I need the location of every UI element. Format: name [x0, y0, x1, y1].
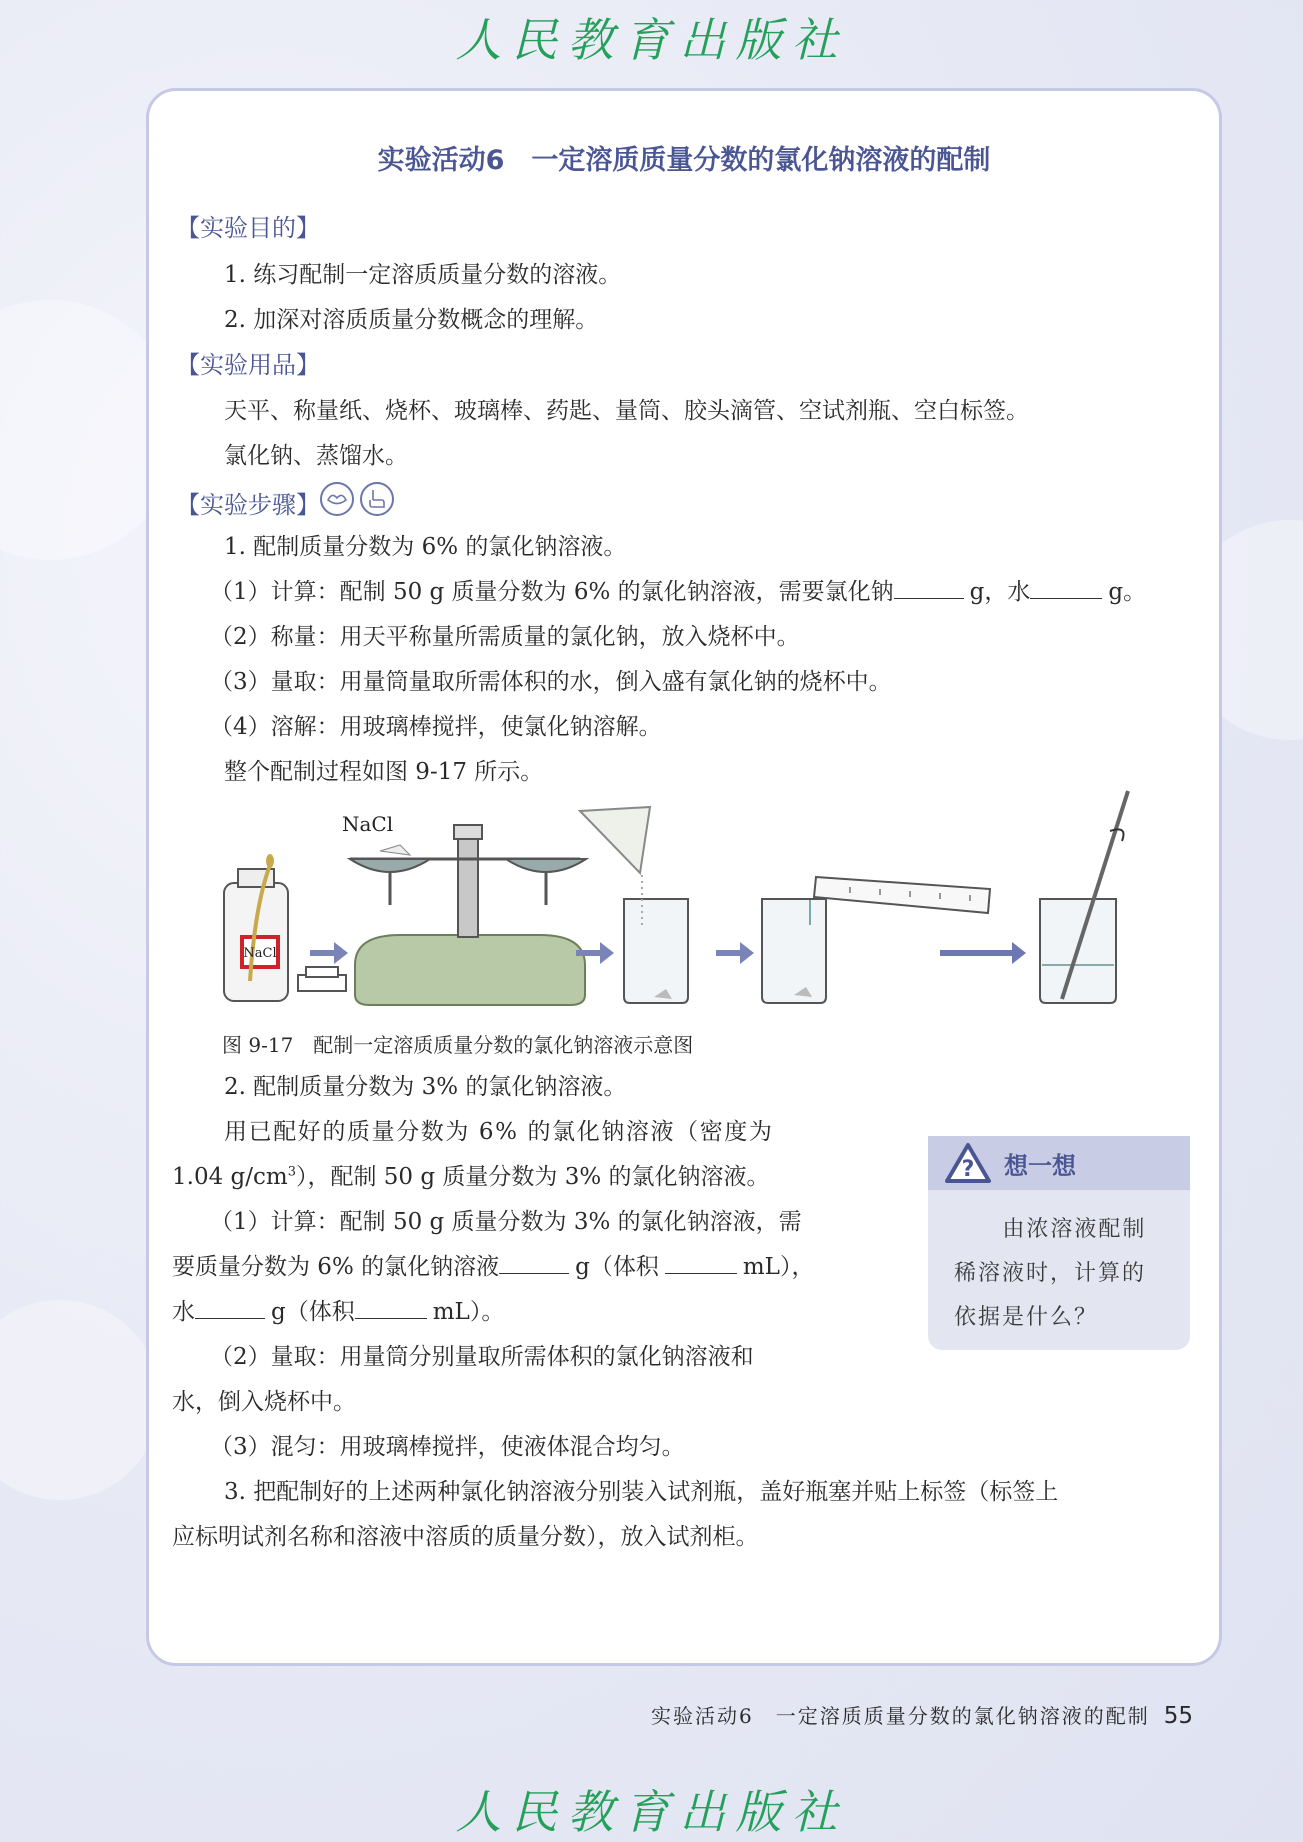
think-line-1: 由浓溶液配制: [1002, 1217, 1147, 1242]
materials-line-1: 天平、称量纸、烧杯、玻璃棒、药匙、量筒、胶头滴管、空试剂瓶、空白标签。: [224, 398, 1029, 424]
calc-text-a: （1）计算：配制 50 g 质量分数为 6% 的氯化钠溶液，需要氯化钠: [210, 579, 894, 605]
calc2-text-b: g（体积: [575, 1254, 659, 1280]
part2-heading: 2. 配制质量分数为 3% 的氯化钠溶液。: [224, 1074, 627, 1100]
part2-intro-2: [172, 1158, 770, 1191]
part3-line-1: 3. 把配制好的上述两种氯化钠溶液分别装入试剂瓶，盖好瓶塞并贴上标签（标签上: [224, 1479, 1059, 1505]
part1-step-calc: [210, 573, 1146, 606]
section-purpose: 【实验目的】: [176, 214, 320, 242]
calc2-text-c: mL），: [742, 1254, 815, 1280]
section-materials: 【实验用品】: [176, 351, 320, 379]
calc-text-b: g，水: [969, 579, 1031, 605]
footer-title: 实验活动6 一定溶质质量分数的氯化钠溶液的配制: [650, 1704, 1150, 1728]
think-header: [928, 1136, 1190, 1190]
think-body: [928, 1190, 1190, 1340]
materials-line-2: 氯化钠、蒸馏水。: [224, 443, 408, 469]
density-value: 1.04 g/cm: [172, 1164, 288, 1190]
calc2-text-a: 要质量分数为 6% 的氯化钠溶液: [172, 1254, 500, 1280]
answer-blank-water-mass[interactable]: [195, 1295, 265, 1319]
beaker-with-paper: [580, 807, 688, 1003]
publisher-logo-top: 人民教育出版社: [455, 13, 848, 67]
part1-step-weigh: （2）称量：用天平称量所需质量的氯化钠，放入烧杯中。: [210, 624, 800, 650]
figure-9-17-illustration: [210, 785, 1150, 1015]
hands-on-icon: [320, 482, 354, 516]
reagent-bottle: [224, 854, 288, 1001]
svg-text:?: ?: [961, 1157, 975, 1182]
think-sidebar: [928, 1136, 1190, 1350]
page-number: 55: [1163, 1703, 1193, 1729]
answer-blank-water[interactable]: [1030, 575, 1102, 599]
think-line-2: 稀溶液时，计算的: [954, 1261, 1147, 1286]
think-line-3: 依据是什么？: [954, 1305, 1099, 1330]
balance-nacl-label: NaCl: [342, 812, 394, 836]
density-exponent: 3: [287, 1164, 296, 1180]
answer-blank-solution-volume[interactable]: [665, 1250, 737, 1274]
part2-calc-1: （1）计算：配制 50 g 质量分数为 3% 的氯化钠溶液，需: [210, 1209, 802, 1235]
part1-step-measure: （3）量取：用量筒量取所需体积的水，倒入盛有氯化钠的烧杯中。: [210, 669, 892, 695]
question-warning-icon: [944, 1142, 992, 1184]
part2-mix: （3）混匀：用玻璃棒搅拌，使液体混合均匀。: [210, 1434, 685, 1460]
calc3-text-a: 水: [172, 1299, 195, 1325]
part1-heading: 1. 配制质量分数为 6% 的氯化钠溶液。: [224, 534, 627, 560]
arrow-4: [940, 942, 1026, 964]
page-footer: [651, 1700, 1193, 1729]
part2-measure-1: （2）量取：用量筒分别量取所需体积的氯化钠溶液和: [210, 1344, 754, 1370]
balance-scale: [350, 825, 586, 1005]
publisher-logo-bottom: 人民教育出版社: [455, 1785, 848, 1839]
answer-blank-water-volume[interactable]: [355, 1295, 427, 1319]
part2-measure-2: 水，倒入烧杯中。: [172, 1389, 356, 1415]
part3-line-2: 应标明试剂名称和溶液中溶质的质量分数），放入试剂柜。: [172, 1524, 759, 1550]
part2-calc-3: [172, 1293, 504, 1326]
calc3-text-c: mL）。: [432, 1299, 505, 1325]
answer-blank-solution-mass[interactable]: [499, 1250, 569, 1274]
arrow-3: [716, 942, 754, 964]
page-title: 实验活动6 一定溶质质量分数的氯化钠溶液的配制: [377, 145, 991, 176]
beaker-with-stirring-rod: [1040, 791, 1128, 1003]
step-icons: [320, 482, 394, 516]
answer-blank-nacl[interactable]: [894, 575, 964, 599]
intro-2-rest: ），配制 50 g 质量分数为 3% 的氯化钠溶液。: [295, 1164, 770, 1190]
figure-caption: 图 9-17 配制一定溶质质量分数的氯化钠溶液示意图: [222, 1033, 694, 1057]
part2-intro-1: 用已配好的质量分数为 6% 的氯化钠溶液（密度为: [224, 1119, 774, 1145]
calc3-text-b: g（体积: [271, 1299, 355, 1325]
arrow-1: [310, 942, 348, 964]
part1-step-dissolve: （4）溶解：用玻璃棒搅拌，使氯化钠溶解。: [210, 714, 662, 740]
calc-text-c: g。: [1108, 579, 1147, 605]
purpose-item-1: 1. 练习配制一定溶质质量分数的溶液。: [224, 262, 622, 288]
think-title: 想一想: [1004, 1151, 1076, 1180]
bottle-label: NaCl: [243, 946, 277, 961]
purpose-item-2: 2. 加深对溶质质量分数概念的理解。: [224, 307, 599, 333]
part2-calc-2: [172, 1248, 814, 1281]
background-decoration: [0, 1300, 160, 1500]
experiment-hand-icon: [360, 482, 394, 516]
part1-process-note: 整个配制过程如图 9-17 所示。: [224, 759, 544, 785]
section-steps: 【实验步骤】: [176, 491, 320, 519]
beaker-with-cylinder: [762, 877, 990, 1003]
